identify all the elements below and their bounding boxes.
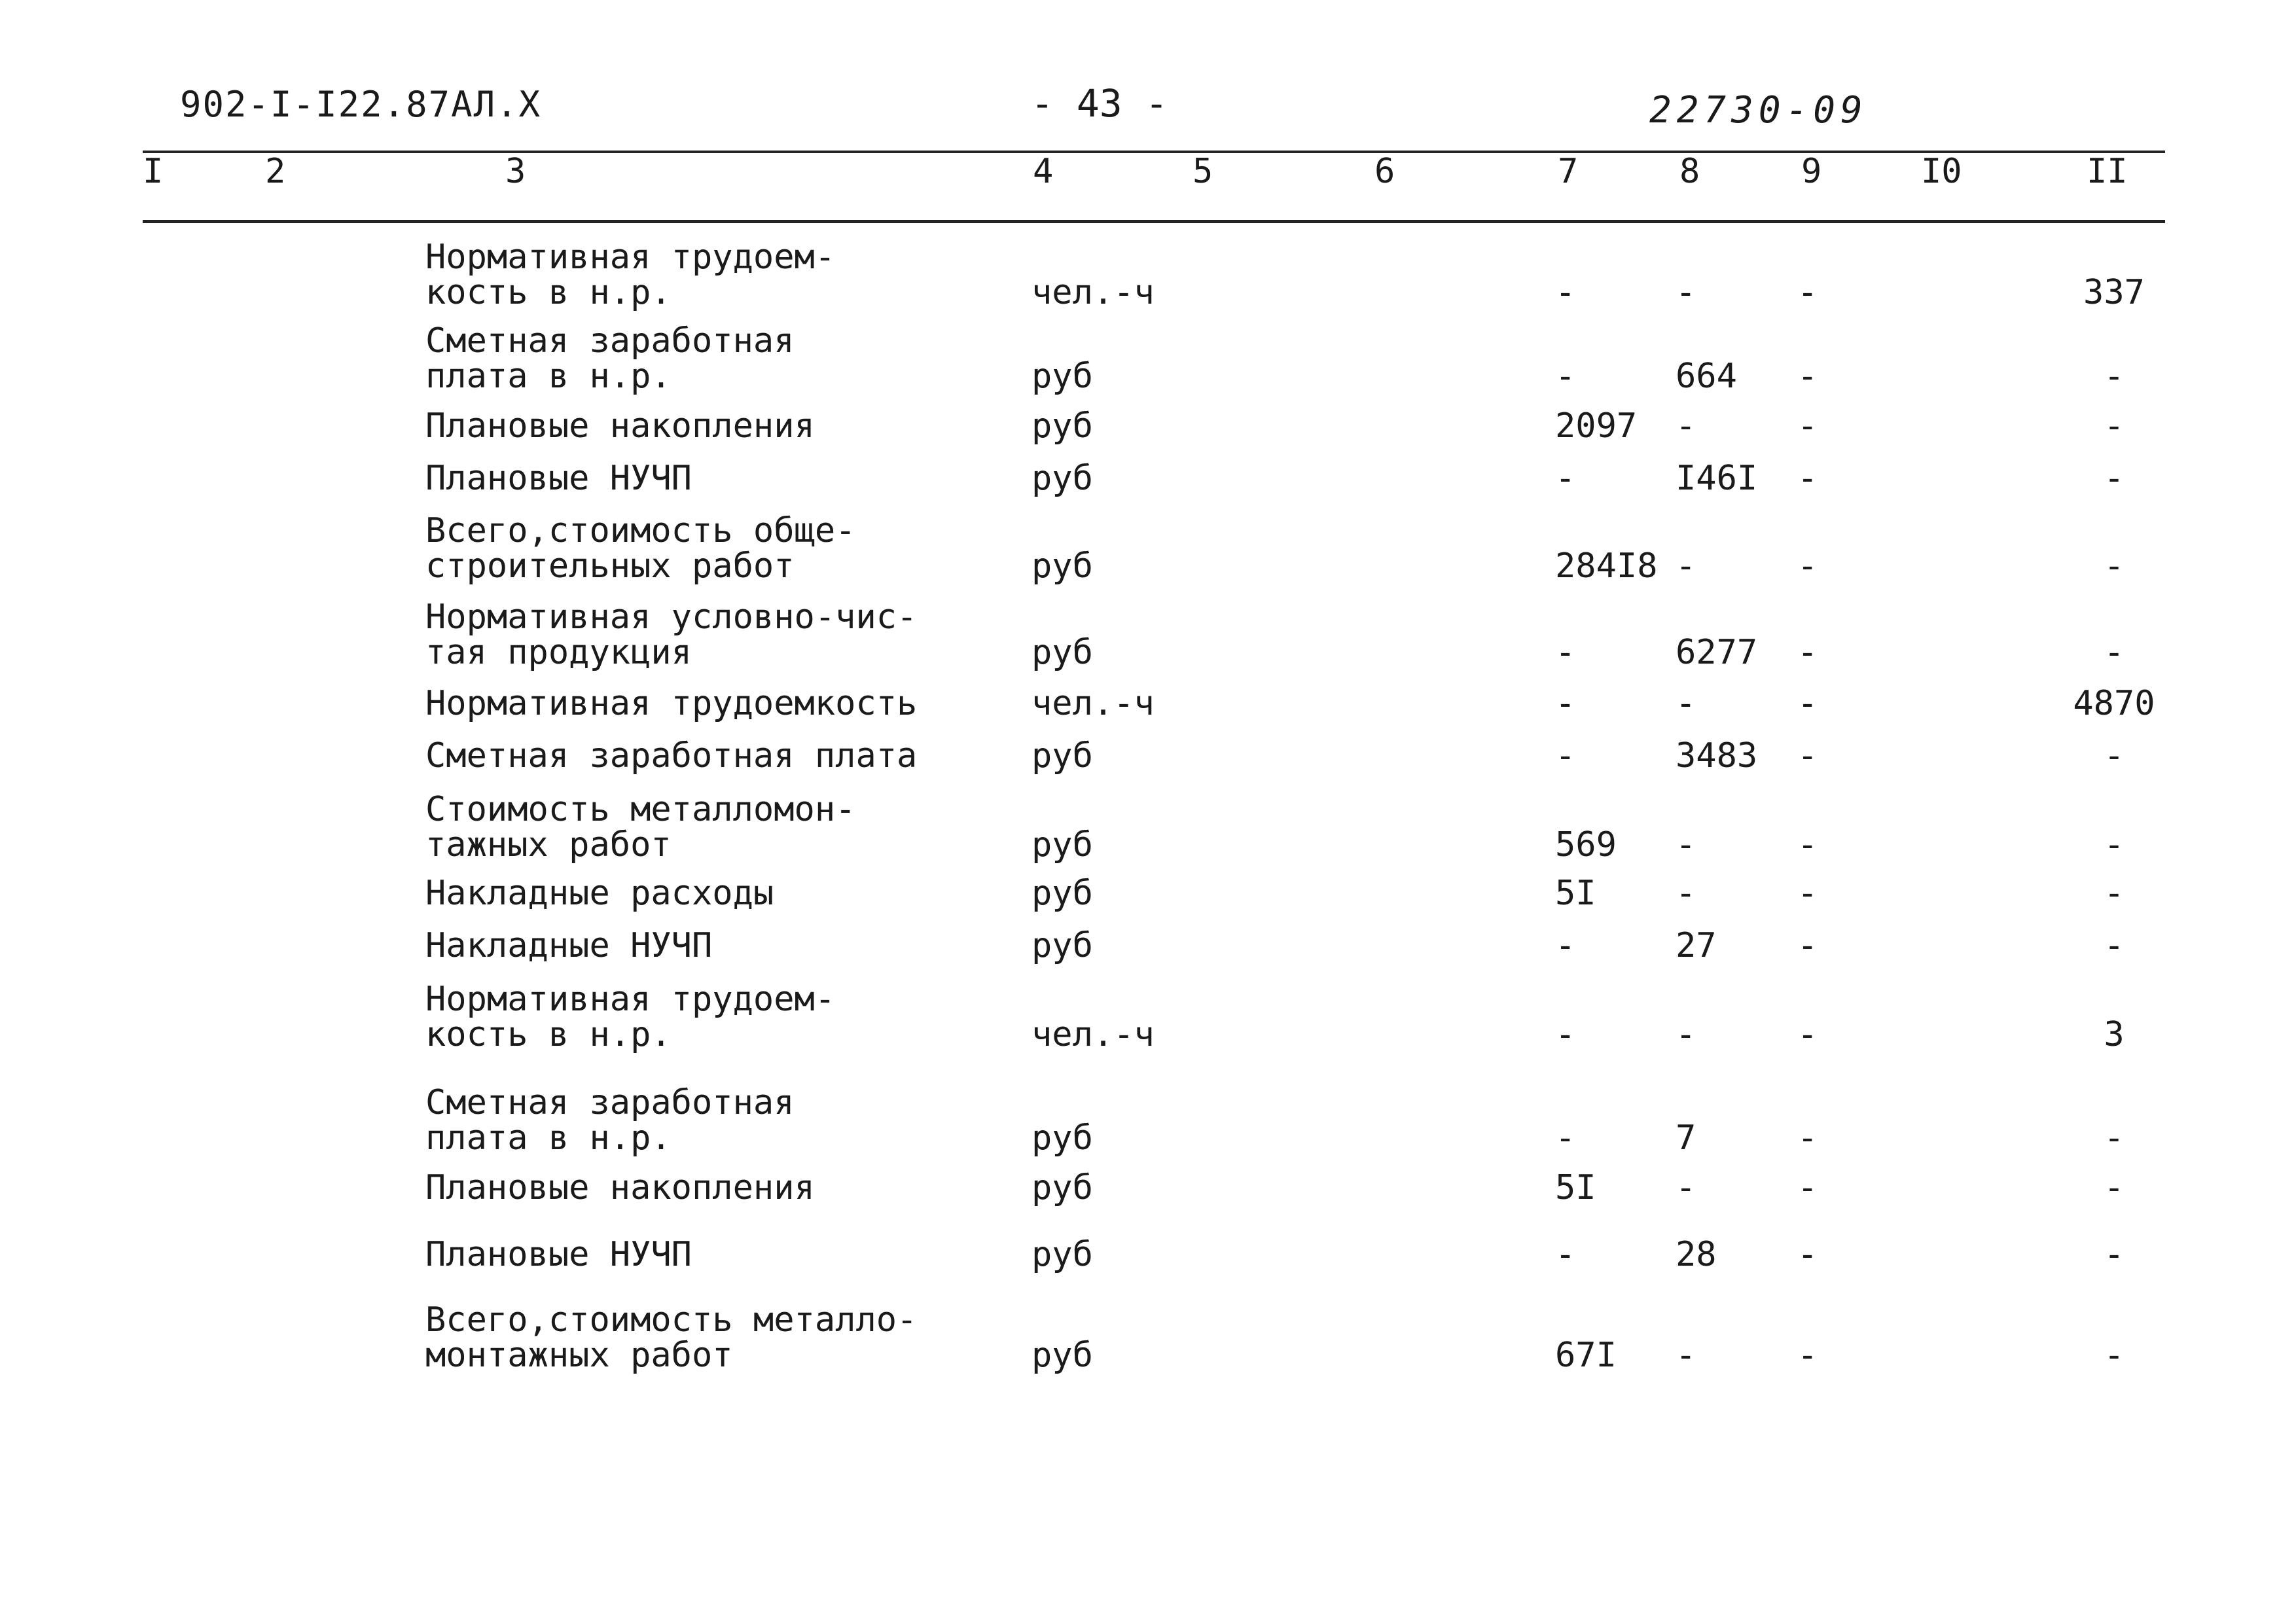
column-number-4: 4 — [1033, 152, 1054, 191]
column-number-10: I0 — [1921, 152, 1962, 191]
cell-col9: - — [1797, 633, 1818, 672]
document-number: 22730-09 — [1649, 89, 1868, 132]
row-unit: руб — [1031, 1168, 1093, 1207]
cell-col8: - — [1676, 684, 1696, 723]
row-label: Нормативная трудоемкость — [425, 684, 918, 723]
row-label: Плановые НУЧП — [425, 459, 692, 498]
cell-col8: - — [1676, 546, 1696, 586]
cell-col8: - — [1676, 874, 1696, 913]
column-number-2: 2 — [265, 152, 286, 191]
cell-col11: - — [2104, 874, 2125, 913]
row-label: Всего,стоимость обще- строительных работ — [425, 511, 856, 586]
header-top-rule — [143, 151, 2165, 153]
row-unit: руб — [1031, 736, 1093, 776]
column-number-7: 7 — [1558, 152, 1579, 191]
cell-col9: - — [1797, 684, 1818, 723]
cell-col7: 284I8 — [1555, 546, 1658, 586]
document-code: 902-I-I22.87AЛ.X — [180, 84, 542, 125]
cell-col9: - — [1797, 357, 1818, 396]
cell-col9: - — [1797, 459, 1818, 498]
cell-col11: 337 — [2083, 273, 2145, 312]
cell-col9: - — [1797, 926, 1818, 965]
cell-col8: 6277 — [1676, 633, 1758, 672]
cell-col8: 7 — [1676, 1118, 1696, 1158]
row-unit: руб — [1031, 926, 1093, 965]
cell-col11: - — [2104, 459, 2125, 498]
row-unit: руб — [1031, 1336, 1093, 1375]
column-number-5: 5 — [1193, 152, 1213, 191]
row-label: Плановые накопления — [425, 406, 815, 446]
row-unit: руб — [1031, 459, 1093, 498]
cell-col11: - — [2104, 736, 2125, 776]
cell-col9: - — [1797, 273, 1818, 312]
cell-col8: 664 — [1676, 357, 1737, 396]
cell-col7: - — [1555, 736, 1576, 776]
cell-col11: - — [2104, 406, 2125, 446]
cell-col9: - — [1797, 736, 1818, 776]
cell-col7: 5I — [1555, 874, 1596, 913]
row-label: Стоимость металломон- тажных работ — [425, 790, 856, 865]
column-number-1: I — [143, 152, 164, 191]
cell-col7: - — [1555, 459, 1576, 498]
row-unit: руб — [1031, 1235, 1093, 1274]
row-label: Сметная заработная плата в н.р. — [425, 1083, 795, 1158]
cell-col11: 3 — [2104, 1015, 2125, 1054]
row-unit: руб — [1031, 357, 1093, 396]
cell-col8: - — [1676, 825, 1696, 865]
cell-col8: 3483 — [1676, 736, 1758, 776]
cell-col11: - — [2104, 357, 2125, 396]
column-number-9: 9 — [1801, 152, 1822, 191]
cell-col8: 28 — [1676, 1235, 1717, 1274]
row-unit: руб — [1031, 546, 1093, 586]
cell-col8: - — [1676, 1168, 1696, 1207]
cell-col7: 569 — [1555, 825, 1617, 865]
row-unit: чел.-ч — [1031, 273, 1155, 312]
cell-col7: 67I — [1555, 1336, 1617, 1375]
cell-col11: 4870 — [2073, 684, 2155, 723]
row-label: Плановые накопления — [425, 1168, 815, 1207]
cell-col7: - — [1555, 633, 1576, 672]
cell-col7: - — [1555, 1235, 1576, 1274]
row-unit: чел.-ч — [1031, 684, 1155, 723]
column-number-8: 8 — [1679, 152, 1700, 191]
column-number-11: II — [2087, 152, 2128, 191]
cell-col7: - — [1555, 357, 1576, 396]
cell-col8: - — [1676, 406, 1696, 446]
row-unit: руб — [1031, 874, 1093, 913]
row-label: Сметная заработная плата в н.р. — [425, 321, 795, 396]
row-unit: руб — [1031, 406, 1093, 446]
cell-col7: 5I — [1555, 1168, 1596, 1207]
page-number: - 43 - — [1031, 81, 1168, 126]
cell-col7: - — [1555, 926, 1576, 965]
cell-col9: - — [1797, 1015, 1818, 1054]
row-unit: руб — [1031, 825, 1093, 865]
cell-col7: - — [1555, 1118, 1576, 1158]
row-label: Всего,стоимость металло- монтажных работ — [425, 1300, 918, 1375]
cell-col9: - — [1797, 825, 1818, 865]
cell-col9: - — [1797, 1235, 1818, 1274]
cell-col8: I46I — [1676, 459, 1758, 498]
row-unit: руб — [1031, 633, 1093, 672]
row-label: Нормативная условно-чис- тая продукция — [425, 597, 918, 672]
cell-col7: - — [1555, 273, 1576, 312]
cell-col11: - — [2104, 633, 2125, 672]
cell-col8: - — [1676, 1336, 1696, 1375]
cell-col11: - — [2104, 1168, 2125, 1207]
cell-col7: - — [1555, 1015, 1576, 1054]
cell-col11: - — [2104, 825, 2125, 865]
cell-col9: - — [1797, 406, 1818, 446]
row-label: Нормативная трудоем- кость в н.р. — [425, 980, 836, 1054]
row-unit: руб — [1031, 1118, 1093, 1158]
cell-col8: - — [1676, 273, 1696, 312]
cell-col11: - — [2104, 546, 2125, 586]
row-label: Накладные расходы — [425, 874, 774, 913]
column-number-6: 6 — [1374, 152, 1395, 191]
cell-col11: - — [2104, 1235, 2125, 1274]
cell-col8: - — [1676, 1015, 1696, 1054]
row-label: Плановые НУЧП — [425, 1235, 692, 1274]
column-number-3: 3 — [505, 152, 526, 191]
cell-col7: 2097 — [1555, 406, 1638, 446]
cell-col11: - — [2104, 1118, 2125, 1158]
row-unit: чел.-ч — [1031, 1015, 1155, 1054]
cell-col9: - — [1797, 1336, 1818, 1375]
row-label: Накладные НУЧП — [425, 926, 713, 965]
cell-col9: - — [1797, 546, 1818, 586]
cell-col11: - — [2104, 926, 2125, 965]
row-label: Нормативная трудоем- кость в н.р. — [425, 238, 836, 312]
cell-col9: - — [1797, 1118, 1818, 1158]
cell-col11: - — [2104, 1336, 2125, 1375]
header-bottom-rule — [143, 220, 2165, 223]
cell-col9: - — [1797, 874, 1818, 913]
cell-col7: - — [1555, 684, 1576, 723]
cell-col8: 27 — [1676, 926, 1717, 965]
cell-col9: - — [1797, 1168, 1818, 1207]
row-label: Сметная заработная плата — [425, 736, 918, 776]
